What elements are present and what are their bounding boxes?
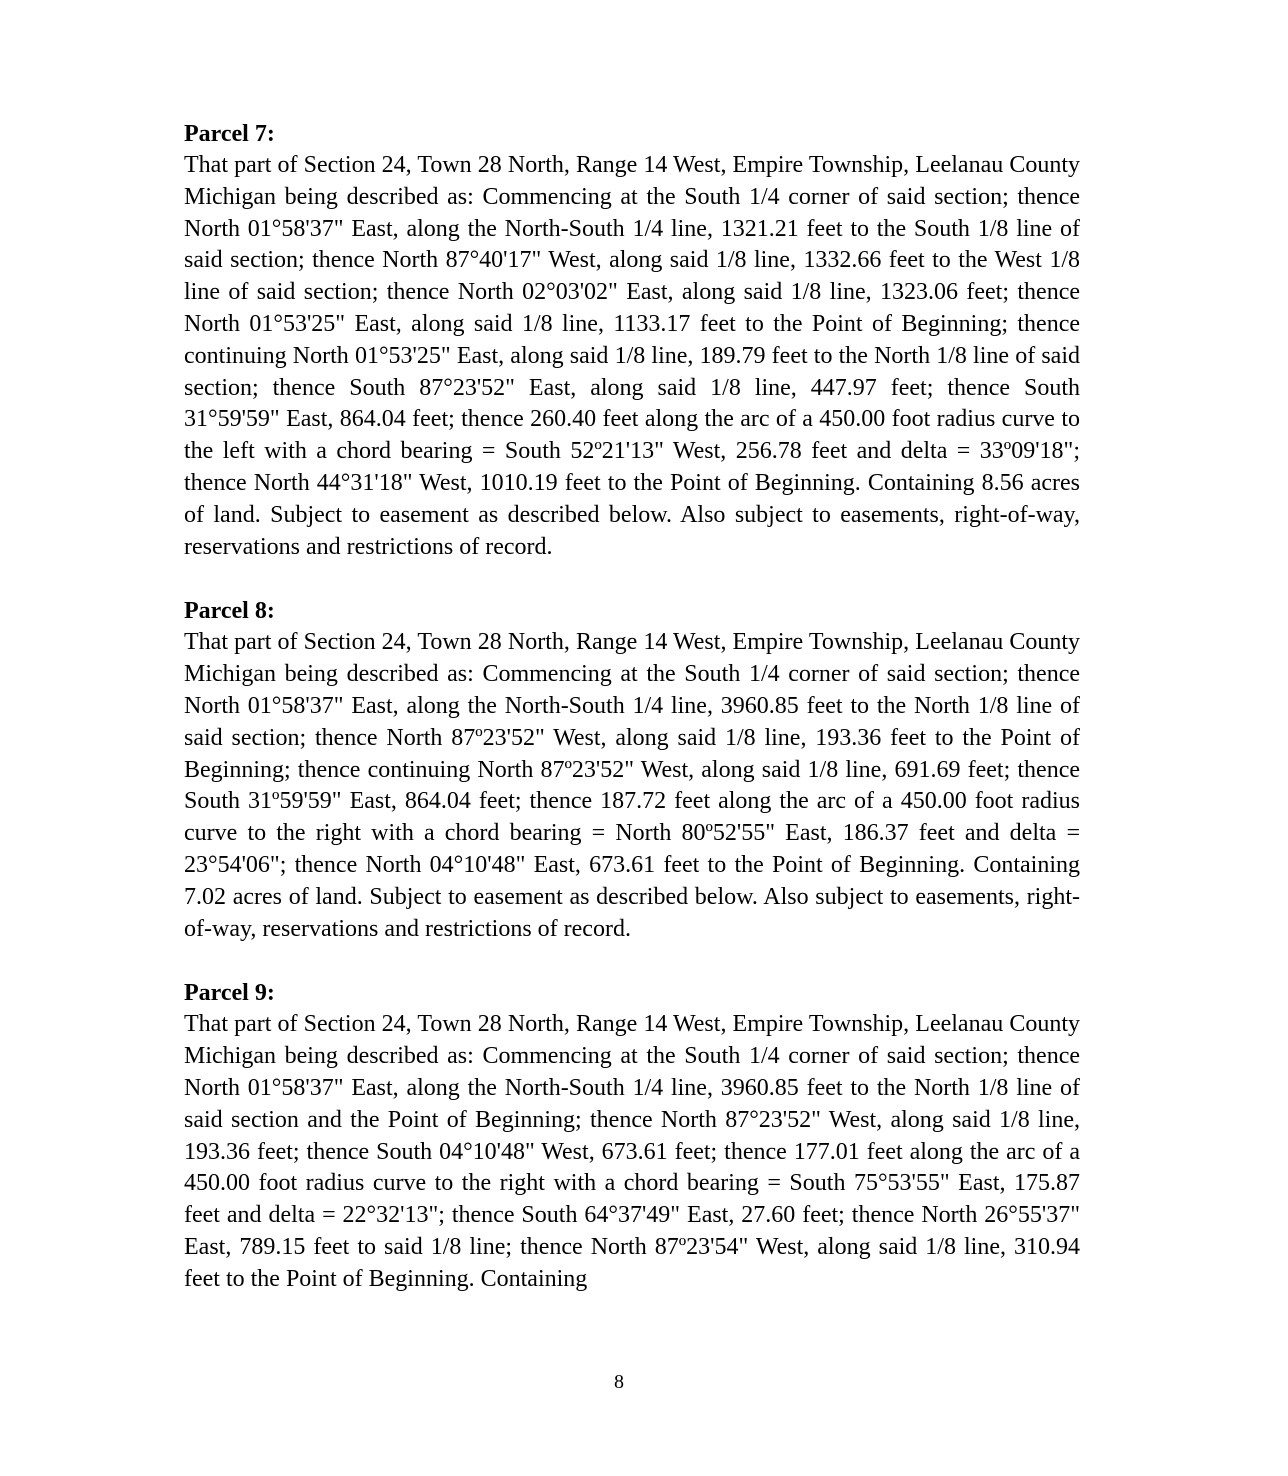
parcel-8-heading: Parcel 8: [184, 598, 275, 625]
parcel-7-section [184, 118, 1080, 563]
parcel-8-description: That part of Section 24, Town 28 North, Range 14 West, Empire Township, Leelanau County Michigan being described as: Commencing at the South 1/4 corner of said section; thence North 01°58'37" East, along the North-South 1/4 line, 3960.85 feet to the North 1/8 line of said section; thence North 87º23'52" West, along said 1/8 line, 193.36 feet to the Point of Beginning; thence continuing North 87º23'52" West, along said 1/8 line, 691.69 feet; thence South 31º59'59" East, 864.04 feet; thence 187.72 feet along the arc of a 450.00 foot radius curve to the right with a chord bearing = North 80º52'55" East, 186.37 feet and delta = 23°54'06"; thence North 04°10'48" East, 673.61 feet to the Point of Beginning. Containing 7.02 acres of land. Subject to easement as described below. Also subject to easements, right-of-way, reservations and restrictions of record. [184, 629, 1080, 942]
parcel-8-section [184, 595, 1080, 945]
document-page [184, 118, 1080, 1328]
page-number: 8 [614, 1371, 624, 1393]
parcel-9-section [184, 977, 1080, 1295]
parcel-9-description: That part of Section 24, Town 28 North, Range 14 West, Empire Township, Leelanau County Michigan being described as: Commencing at the South 1/4 corner of said section; thence North 01°58'37" East, along the North-South 1/4 line, 3960.85 feet to the North 1/8 line of said section and the Point of Beginning; thence North 87°23'52" West, along said 1/8 line, 193.36 feet; thence South 04°10'48" West, 673.61 feet; thence 177.01 feet along the arc of a 450.00 foot radius curve to the right with a chord bearing = South 75°53'55" East, 175.87 feet and delta = 22°32'13"; thence South 64°37'49" East, 27.60 feet; thence North 26°55'37" East, 789.15 feet to said 1/8 line; thence North 87º23'54" West, along said 1/8 line, 310.94 feet to the Point of Beginning. Containing [184, 1011, 1080, 1292]
parcel-9-heading: Parcel 9: [184, 980, 275, 1007]
parcel-7-heading: Parcel 7: [184, 121, 275, 147]
parcel-7-description: That part of Section 24, Town 28 North, Range 14 West, Empire Township, Leelanau County Michigan being described as: Commencing at the South 1/4 corner of said section; thence North 01°58'37" East, along the North-South 1/4 line, 1321.21 feet to the South 1/8 line of said section; thence North 87°40'17" West, along said 1/8 line, 1332.66 feet to the West 1/8 line of said section; thence North 02°03'02" East, along said 1/8 line, 1323.06 feet; thence North 01°53'25" East, along said 1/8 line, 1133.17 feet to the Point of Beginning; thence continuing North 01°53'25" East, along said 1/8 line, 189.79 feet to the North 1/8 line of said section; thence South 87°23'52" East, along said 1/8 line, 447.97 feet; thence South 31°59'59" East, 864.04 feet; thence 260.40 feet along the arc of a 450.00 foot radius curve to the left with a chord bearing = South 52º21'13" West, 256.78 feet and delta = 33º09'18"; thence North 44°31'18" West, 1010.19 feet to the Point of Beginning. Containing 8.56 acres of land. Subject to easement as described below. Also subject to easements, right-of-way, reservations and restrictions of record. [184, 152, 1080, 560]
